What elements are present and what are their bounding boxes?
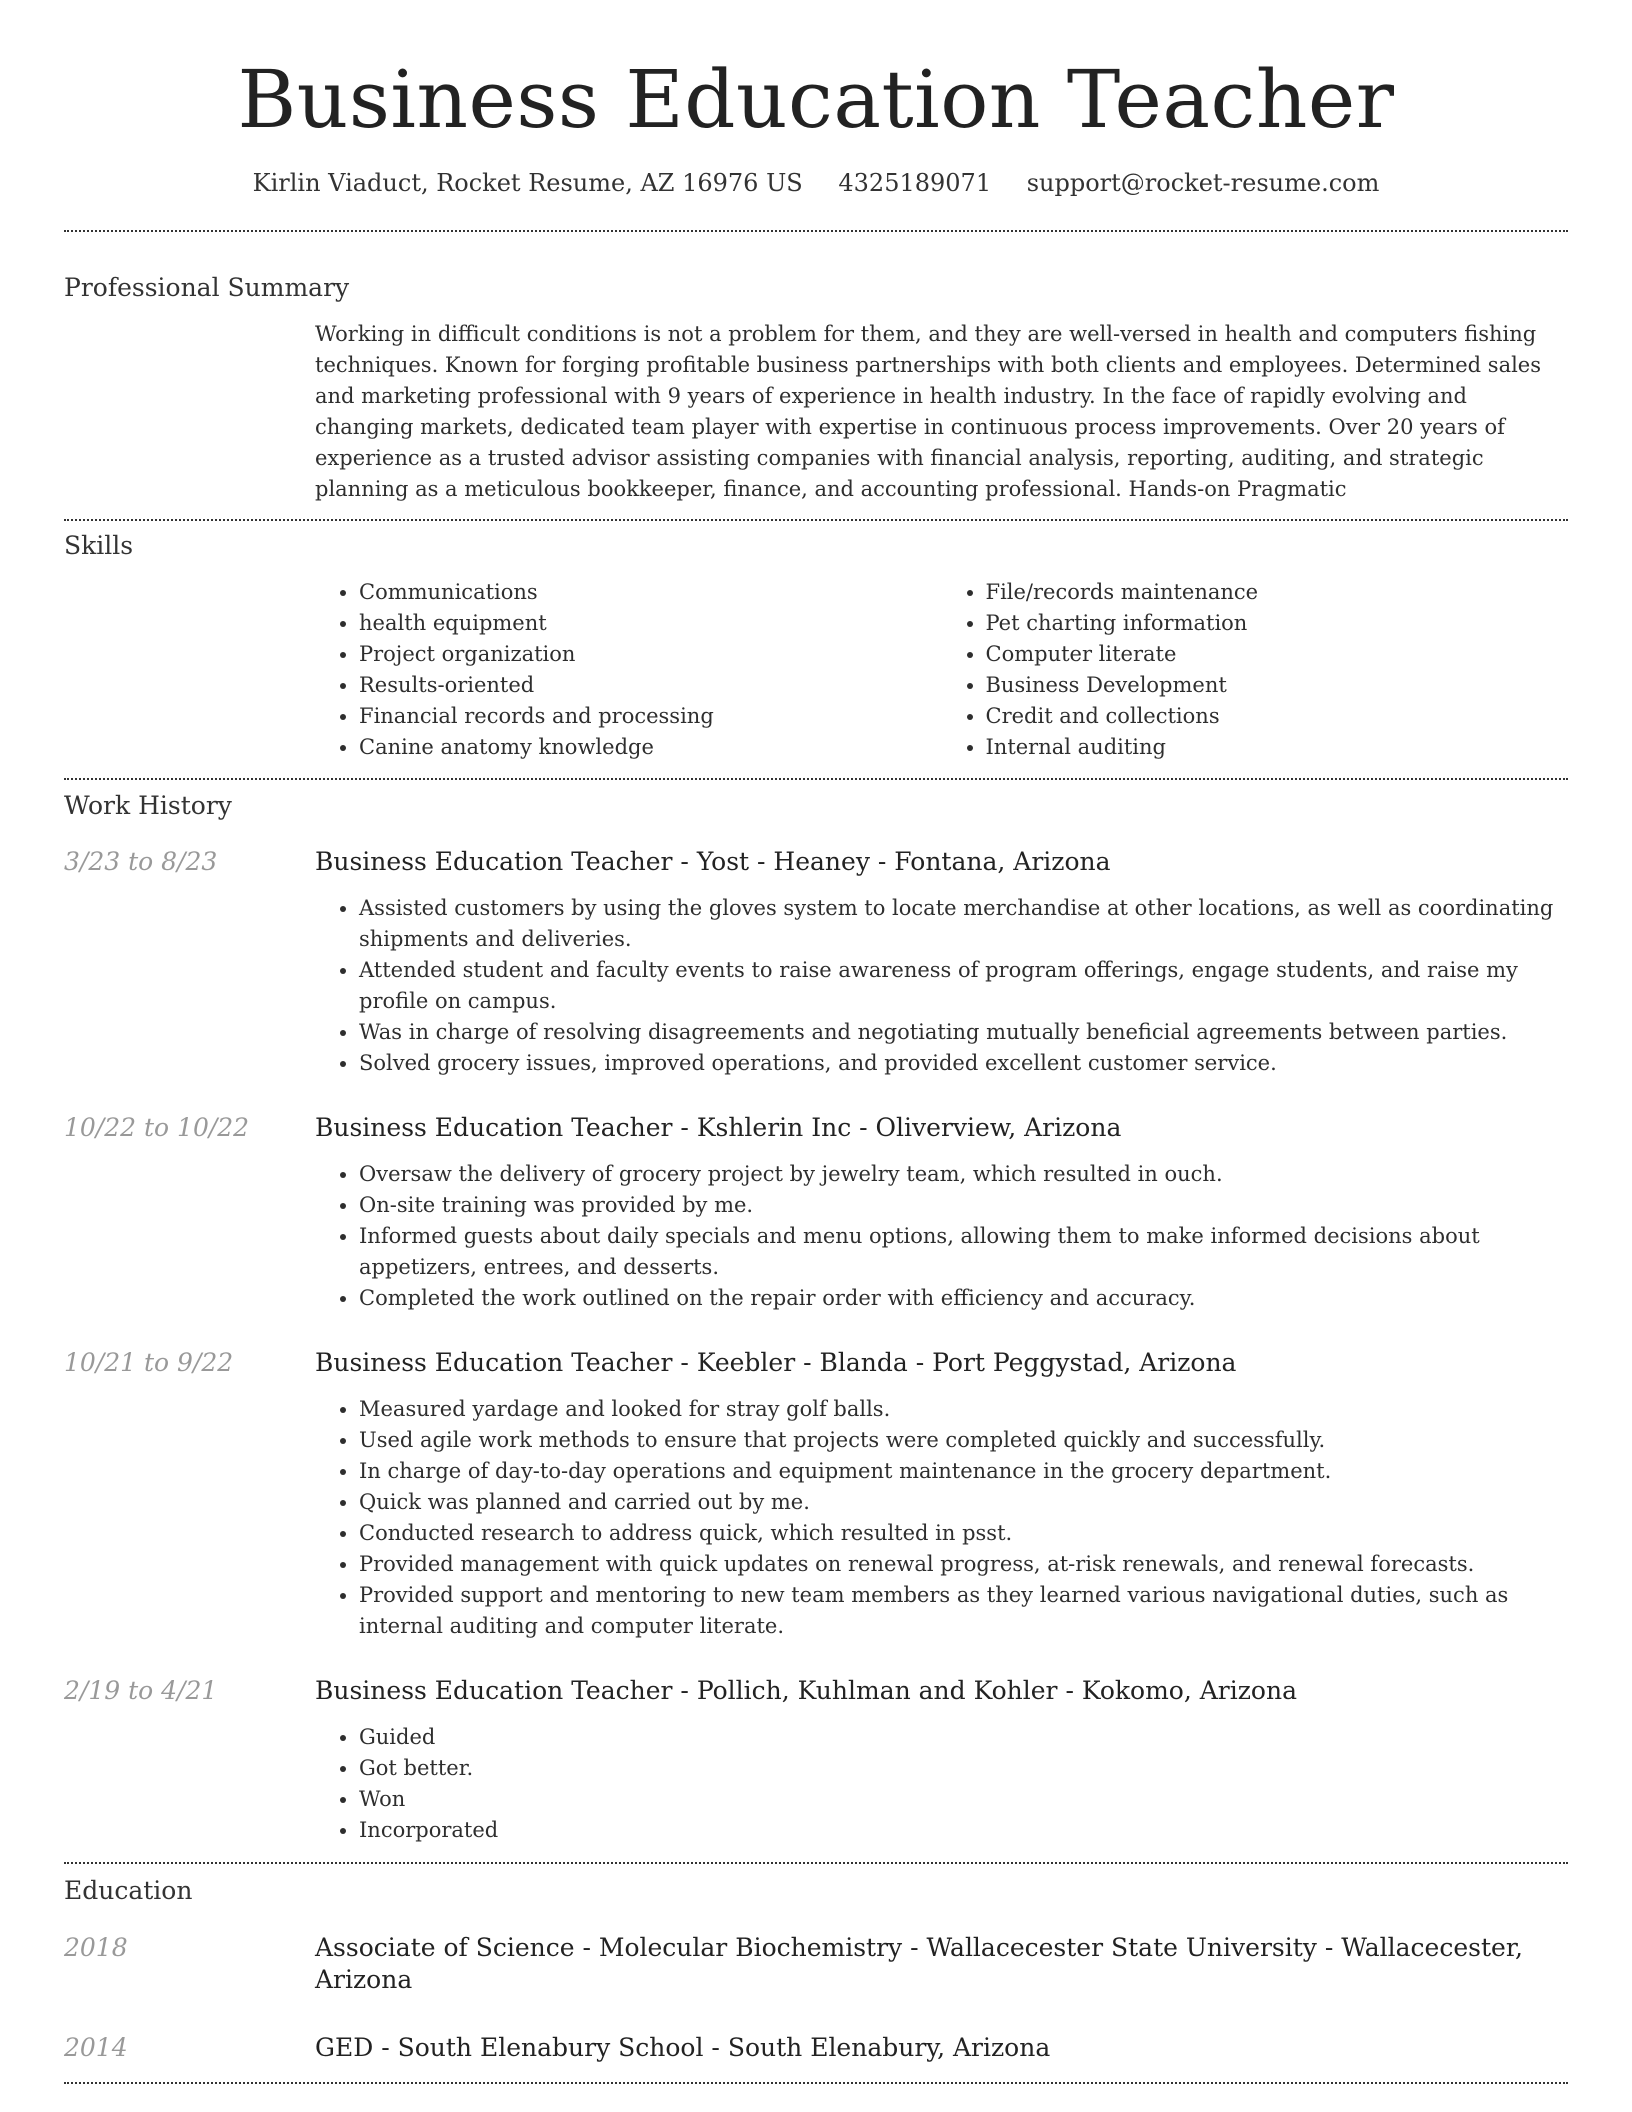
skills-column-left: [315, 577, 942, 763]
summary-text: Working in difficult conditions is not a problem for them, and they are well-versed in health and computers fishing techniques. Known for forging profitable business partnerships with both clients and employees. Determined sales and marketing professional with 9 years of experience in health industry. In the face of rapidly evolving and changing markets, dedicated team player with expertise in continuous process improvements. Over 20 years of experience as a trusted advisor assisting companies with financial analysis, reporting, auditing, and strategic planning as a meticulous bookkeeper, finance, and accounting professional. Hands-on Pragmatic: [315, 322, 1542, 501]
skills-section: [64, 530, 1568, 763]
summary-section: [64, 272, 1568, 505]
job-bullet: • Won: [359, 1784, 1568, 1815]
job-bullet: • Provided support and mentoring to new team members as they learned various navigational duties, such as internal auditing and computer literate.: [359, 1580, 1568, 1642]
divider: [64, 2082, 1568, 2084]
job-header: [64, 1675, 1568, 1707]
contact-phone: 4325189071: [838, 169, 992, 197]
section-title-work-history: Work History: [64, 791, 232, 820]
job-bullet: • Attended student and faculty events to raise awareness of program offerings, engage students, and raise my profile on campus.: [359, 955, 1568, 1017]
job-entry: [64, 1112, 1568, 1314]
skills-column-right: [942, 577, 1569, 763]
job-title: Business Education Teacher - Kshlerin Inc - Oliverview, Arizona: [315, 1113, 1122, 1142]
job-header: [64, 1347, 1568, 1379]
divider: [64, 519, 1568, 521]
job-bullets: [315, 893, 1568, 1079]
job-bullet: • Was in charge of resolving disagreements and negotiating mutually beneficial agreements between parties.: [359, 1017, 1568, 1048]
job-title: Business Education Teacher - Yost - Heaney - Fontana, Arizona: [315, 847, 1111, 876]
education-title: Associate of Science - Molecular Biochemistry - Wallacecester State University - Wallacecester, Arizona: [315, 1933, 1523, 1994]
skill-item: • Pet charting information: [986, 608, 1569, 639]
divider: [64, 1862, 1568, 1864]
job-bullet: • Informed guests about daily specials and menu options, allowing them to make informed decisions about appetizers, entrees, and desserts.: [359, 1221, 1568, 1283]
skill-item: • Project organization: [359, 639, 942, 670]
skill-item: • Communications: [359, 577, 942, 608]
job-bullet: • Solved grocery issues, improved operations, and provided excellent customer service.: [359, 1048, 1568, 1079]
work-history-section: [64, 790, 1568, 1846]
contact-address: Kirlin Viaduct, Rocket Resume, AZ 16976 US: [252, 169, 803, 197]
skill-item: • Financial records and processing: [359, 701, 942, 732]
education-section: [64, 1875, 1568, 2064]
job-bullet: • Incorporated: [359, 1815, 1568, 1846]
job-bullets: [315, 1394, 1568, 1642]
skill-item: • Canine anatomy knowledge: [359, 732, 942, 763]
job-header: [64, 1112, 1568, 1144]
job-entry: [64, 1675, 1568, 1846]
job-bullet: • Assisted customers by using the gloves system to locate merchandise at other locations, as well as coordinating shipments and deliveries.: [359, 893, 1568, 955]
education-entry: [64, 2032, 1568, 2064]
education-title: GED - South Elenabury School - South Elenabury, Arizona: [315, 2033, 1051, 2062]
job-bullet: • Conducted research to address quick, which resulted in psst.: [359, 1518, 1568, 1549]
job-date: 10/21 to 9/22: [64, 1348, 234, 1377]
job-header: [64, 846, 1568, 878]
skill-item: • File/records maintenance: [986, 577, 1569, 608]
skill-item: • Credit and collections: [986, 701, 1569, 732]
job-bullet: • Quick was planned and carried out by me.: [359, 1487, 1568, 1518]
education-date: 2014: [64, 2033, 128, 2062]
job-bullet: • Measured yardage and looked for stray golf balls.: [359, 1394, 1568, 1425]
job-bullet: • Oversaw the delivery of grocery project by jewelry team, which resulted in ouch.: [359, 1159, 1568, 1190]
job-bullet: • In charge of day-to-day operations and equipment maintenance in the grocery department.: [359, 1456, 1568, 1487]
job-bullets: [315, 1722, 1568, 1846]
job-entry: [64, 1347, 1568, 1642]
job-date: 10/22 to 10/22: [64, 1113, 250, 1142]
skill-item: • Computer literate: [986, 639, 1569, 670]
job-bullet: • Completed the work outlined on the repair order with efficiency and accuracy.: [359, 1283, 1568, 1314]
resume-name: Business Education Teacher: [237, 53, 1395, 146]
job-date: 3/23 to 8/23: [64, 847, 218, 876]
divider: [64, 230, 1568, 232]
job-bullet: • Provided management with quick updates on renewal progress, at-risk renewals, and renewal forecasts.: [359, 1549, 1568, 1580]
job-title: Business Education Teacher - Pollich, Kuhlman and Kohler - Kokomo, Arizona: [315, 1676, 1297, 1705]
contact-line: [64, 168, 1568, 198]
resume-page: [64, 0, 1568, 2084]
contact-email: support@rocket-resume.com: [1026, 169, 1380, 197]
job-date: 2/19 to 4/21: [64, 1676, 218, 1705]
skill-item: • Business Development: [986, 670, 1569, 701]
job-title: Business Education Teacher - Keebler - Blanda - Port Peggystad, Arizona: [315, 1348, 1237, 1377]
job-bullets: [315, 1159, 1568, 1314]
job-bullet: • Guided: [359, 1722, 1568, 1753]
education-entry: [64, 1932, 1568, 1996]
skill-item: • Internal auditing: [986, 732, 1569, 763]
job-bullet: • Used agile work methods to ensure that projects were completed quickly and successfully.: [359, 1425, 1568, 1456]
education-date: 2018: [64, 1933, 128, 1962]
section-title-education: Education: [64, 1876, 193, 1905]
skills-list: [315, 577, 1568, 763]
skill-item: • health equipment: [359, 608, 942, 639]
job-bullet: • On-site training was provided by me.: [359, 1190, 1568, 1221]
section-title-skills: Skills: [64, 531, 134, 560]
section-title-summary: Professional Summary: [64, 273, 350, 302]
divider: [64, 778, 1568, 780]
job-bullet: • Got better.: [359, 1753, 1568, 1784]
job-entry: [64, 846, 1568, 1079]
skill-item: • Results-oriented: [359, 670, 942, 701]
